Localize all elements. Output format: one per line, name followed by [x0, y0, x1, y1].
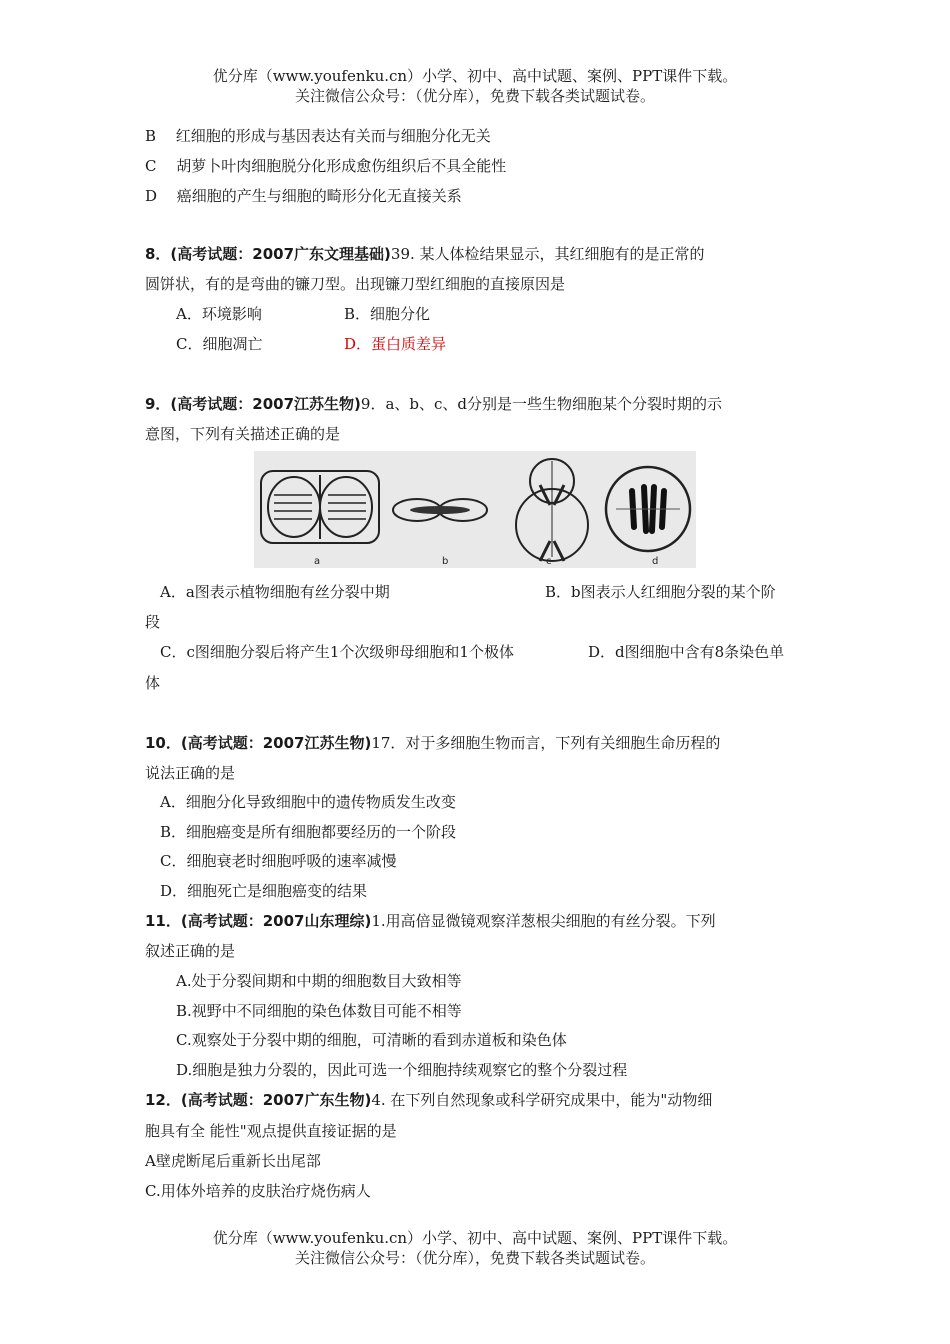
figure-label-d: d: [652, 556, 659, 567]
question-8-option-a: A．环境影响: [176, 305, 262, 323]
question-12-option-a: A壁虎断尾后重新长出尾部: [145, 1152, 321, 1170]
question-11-line2: 叙述正确的是: [145, 942, 236, 960]
prev-option-c: C 胡萝卜叶肉细胞脱分化形成愈伤组织后不具全能性: [145, 157, 507, 175]
question-11-option-c: C.观察处于分裂中期的细胞，可清晰的看到赤道板和染色体: [176, 1031, 567, 1049]
question-10-stem: 17．对于多细胞生物而言，下列有关细胞生命历程的: [371, 734, 721, 752]
question-8-stem: 39. 某人体检结果显示，其红细胞有的是正常的: [390, 245, 705, 263]
question-12-tag: 12．(高考试题：2007广东生物): [145, 1091, 372, 1109]
question-10-line2: 说法正确的是: [145, 764, 236, 782]
page-header-line2: 关注微信公众号：（优分库），免费下载各类试题试卷。: [294, 87, 655, 105]
question-12-line2: 胞具有全 能性"观点提供直接证据的是: [145, 1122, 397, 1140]
question-12-line1: [145, 1089, 712, 1111]
question-10-option-c: C．细胞衰老时细胞呼吸的速率减慢: [160, 852, 397, 870]
question-10-option-a: A．细胞分化导致细胞中的遗传物质发生改变: [160, 793, 456, 811]
question-9-option-b-cont: 段: [145, 613, 161, 631]
question-8-line1: [145, 243, 705, 265]
question-9-option-c: C．c图细胞分裂后将产生1个次级卵母细胞和1个极体: [160, 643, 514, 661]
prev-option-b: B 红细胞的形成与基因表达有关而与细胞分化无关: [145, 127, 491, 145]
figure-label-b: b: [442, 556, 449, 567]
question-9-tag: 9．(高考试题：2007江苏生物): [145, 395, 361, 413]
question-11-stem: 1.用高倍显微镜观察洋葱根尖细胞的有丝分裂。下列: [371, 912, 716, 930]
question-10-line1: [145, 732, 720, 754]
question-12-option-c: C.用体外培养的皮肤治疗烧伤病人: [145, 1182, 371, 1200]
question-11-line1: [145, 910, 716, 932]
question-9-line2: 意图，下列有关描述正确的是: [145, 425, 341, 443]
question-11-option-a: A.处于分裂间期和中期的细胞数目大致相等: [176, 972, 462, 990]
question-8-option-b: B．细胞分化: [344, 305, 431, 323]
figure-label-c: c: [546, 556, 552, 567]
question-11-option-d: D.细胞是独力分裂的，因此可选一个细胞持续观察它的整个分裂过程: [176, 1061, 628, 1079]
question-11-option-b: B.视野中不同细胞的染色体数目可能不相等: [176, 1002, 462, 1020]
question-10-tag: 10．(高考试题：2007江苏生物): [145, 734, 372, 752]
page-footer-line2: 关注微信公众号：（优分库），免费下载各类试题试卷。: [294, 1249, 655, 1267]
question-11-tag: 11．(高考试题：2007山东理综): [145, 912, 372, 930]
question-8-option-c: C．细胞凋亡: [176, 335, 263, 353]
question-9-option-d: D．d图细胞中含有8条染色单: [588, 643, 785, 661]
question-8-tag: 8．(高考试题：2007广东文理基础): [145, 245, 391, 263]
question-9-option-b: B．b图表示人红细胞分裂的某个阶: [545, 583, 776, 601]
prev-option-d: D 癌细胞的产生与细胞的畸形分化无直接关系: [145, 187, 462, 205]
cell-division-figure: [254, 451, 696, 568]
page-header-line1: 优分库（www.youfenku.cn）小学、初中、高中试题、案例、PPT课件下载。: [212, 67, 738, 85]
question-10-option-b: B．细胞癌变是所有细胞都要经历的一个阶段: [160, 823, 457, 841]
question-8-line2: 圆饼状，有的是弯曲的镰刀型。出现镰刀型红细胞的直接原因是: [145, 275, 566, 293]
question-9-option-d-cont: 体: [145, 674, 161, 692]
question-8-option-d: D．蛋白质差异: [344, 335, 447, 353]
question-9-line1: [145, 393, 722, 415]
page-footer-line1: 优分库（www.youfenku.cn）小学、初中、高中试题、案例、PPT课件下载。: [212, 1229, 738, 1247]
cell-division-diagram: [254, 451, 696, 568]
question-10-option-d: D．细胞死亡是细胞癌变的结果: [160, 882, 368, 900]
question-9-option-a: A．a图表示植物细胞有丝分裂中期: [160, 583, 390, 601]
question-12-stem: 4. 在下列自然现象或科学研究成果中，能为"动物细: [371, 1091, 713, 1109]
question-9-stem: 9．a、b、c、d分别是一些生物细胞某个分裂时期的示: [360, 395, 722, 413]
figure-label-a: a: [314, 556, 321, 567]
